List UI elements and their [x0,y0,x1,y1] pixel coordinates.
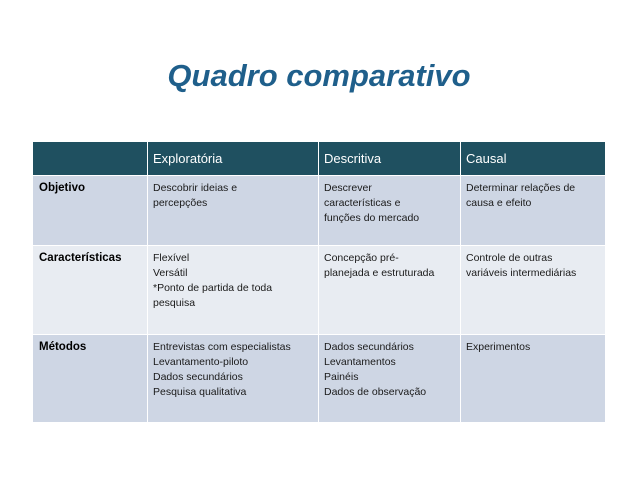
cell-line: Determinar relações de [466,182,576,194]
header-exploratoria: Exploratória [148,142,319,176]
cell-line: Descobrir ideias e [153,182,238,194]
header-row [33,142,606,176]
slide-title: Quadro comparativo [167,58,471,93]
table-cell [319,335,461,423]
table-cell [461,335,606,423]
cell-line: Dados secundários [153,371,243,383]
table-cell [319,176,461,246]
table-cell [148,246,319,335]
cell-line: planejada e estruturada [324,267,435,279]
cell-line: Levantamentos [324,356,396,368]
table-row-caracteristicas [33,246,606,335]
table-cell [461,246,606,335]
cell-line: Painéis [324,371,359,383]
cell-line: variáveis intermediárias [466,267,577,279]
row-label: Métodos [33,335,148,423]
cell-line: Descrever [324,182,372,194]
cell-line: Versátil [153,267,188,279]
cell-line: funções do mercado [324,212,420,224]
comparison-table [32,141,606,423]
cell-line: Concepção pré- [324,252,399,264]
cell-line: percepções [153,197,208,209]
table-row-metodos [33,335,606,423]
row-label: Características [33,246,148,335]
table-row-objetivo [33,176,606,246]
cell-line: causa e efeito [466,197,532,209]
cell-line: *Ponto de partida de toda [153,282,273,294]
cell-line: Dados de observação [324,386,427,398]
cell-line: Dados secundários [324,341,414,353]
cell-line: Flexível [153,252,190,264]
row-label: Objetivo [33,176,148,246]
table-cell [148,335,319,423]
header-causal: Causal [461,142,606,176]
cell-line: Pesquisa qualitativa [153,386,247,398]
header-corner [33,142,148,176]
cell-line: Controle de outras [466,252,553,264]
cell-line: características e [324,197,401,209]
table-cell [461,176,606,246]
cell-line: Experimentos [466,341,531,353]
cell-line: Levantamento-piloto [153,356,249,368]
table-cell [148,176,319,246]
header-descritiva: Descritiva [319,142,461,176]
cell-line: pesquisa [153,297,196,309]
table-cell [319,246,461,335]
cell-line: Entrevistas com especialistas [153,341,291,353]
